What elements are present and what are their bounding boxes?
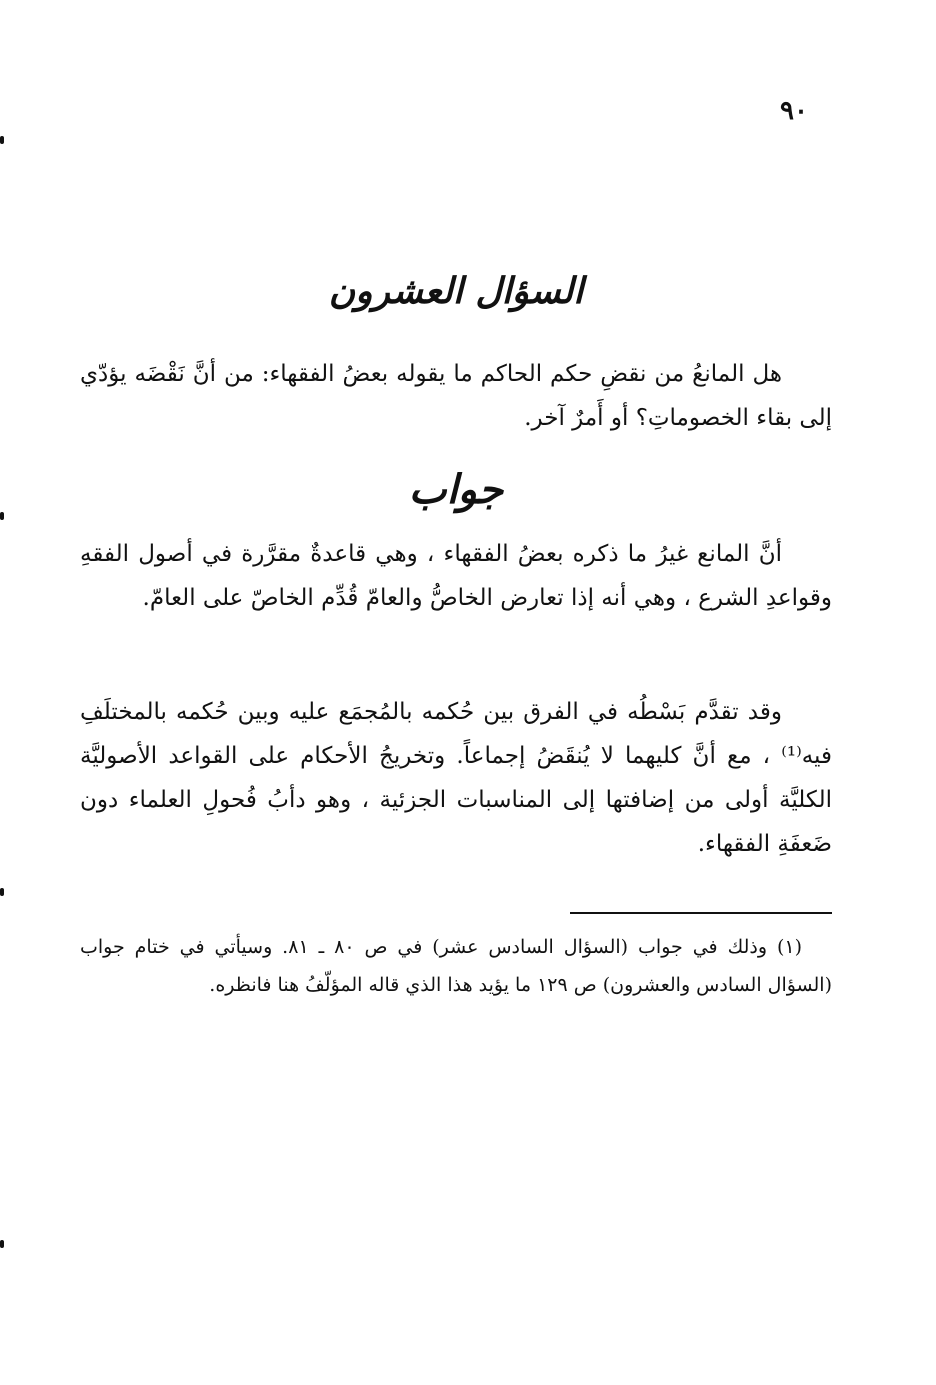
question-text: هل المانعُ من نقضِ حكم الحاكم ما يقوله بعضُ الفقهاء: من أنَّ نَقْضَه يؤدّي إلى بقاء الخصوماتِ؟ أو أَمرٌ آخر.: [80, 361, 832, 431]
page-number: ٩٠: [780, 96, 808, 126]
answer-text-1: أنَّ المانع غيرُ ما ذكره بعضُ الفقهاء ، وهي قاعدةٌ مقرَّرة في أصول الفقهِ وقواعدِ الشرع ، وهي أنه إذا تعارض الخاصُّ والعامّ قُدِّم الخاصّ على العامّ.: [80, 541, 832, 611]
scan-margin-mark: [0, 888, 4, 896]
footnote-text: (١) وذلك في جواب (السؤال السادس عشر) في ص ٨٠ ـ ٨١. وسيأتي في ختام جواب (السؤال السادس والعشرون) ص ١٢٩ ما يؤيد هذا الذي قاله المؤلّفُ هنا فانظره.: [80, 936, 832, 996]
answer-paragraph-1: [80, 532, 832, 620]
footnote-divider: [570, 912, 832, 914]
answer-title: جواب: [408, 466, 504, 513]
answer-paragraph-2: [80, 690, 832, 866]
scan-margin-mark: [0, 1240, 4, 1248]
answer-text-2: وقد تقدَّم بَسْطُه في الفرق بين حُكمه بالمُجمَع عليه وبين حُكمه بالمختلَفِ فيه⁽¹⁾ ، مع أنَّ كليهما لا يُنقَضُ إجماعاً. وتخريجُ الأحكام على القواعد الأصوليَّة الكليَّة أولى من إضافتها إلى المناسبات الجزئية ، وهو دأبُ فُحولِ العلماء دون ضَعفَةِ الفقهاء.: [80, 699, 832, 857]
section-title: السؤال العشرون: [328, 270, 584, 312]
scan-margin-mark: [0, 136, 4, 144]
footnote: [80, 928, 832, 1004]
scan-margin-mark: [0, 512, 4, 520]
question-paragraph: [80, 352, 832, 440]
